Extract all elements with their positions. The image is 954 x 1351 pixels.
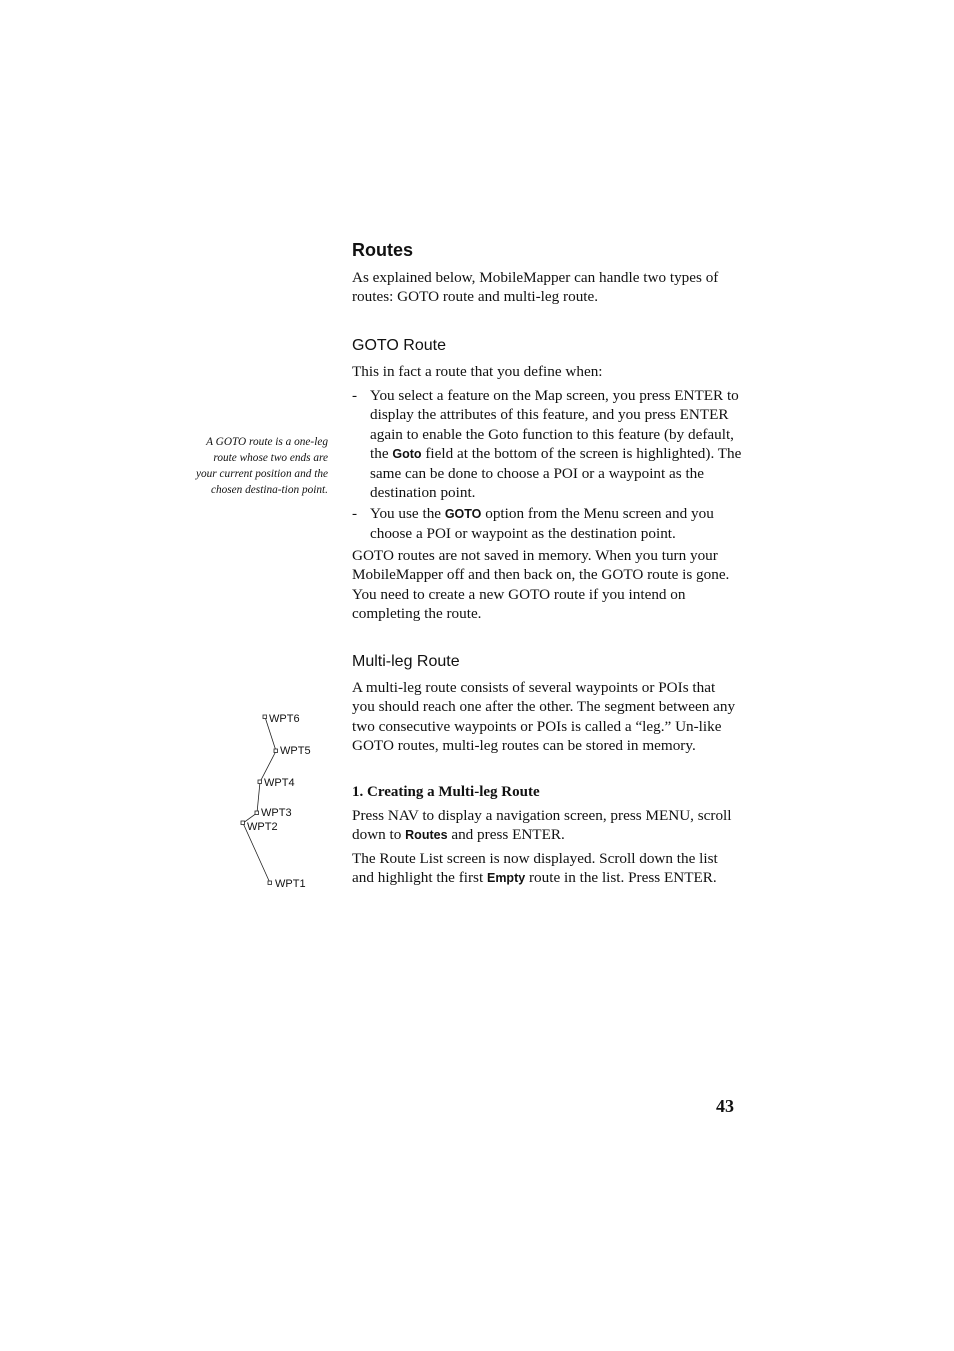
bullet-dash: -: [352, 387, 358, 404]
waypoint-marker: [255, 811, 259, 815]
section-heading: Routes: [352, 240, 414, 260]
ui-route-empty: Empty: [486, 871, 526, 886]
step-title: 1. Creating a Multi-leg Route: [352, 784, 540, 800]
bullet-text: option from the Menu screen and you choose a POI or waypoint as the destination point.: [370, 505, 714, 543]
waypoint-label-wpt1: WPT1: [275, 878, 306, 890]
waypoint-marker: [263, 715, 267, 719]
goto-bullet-1: [352, 386, 754, 503]
intro-paragraph: As explained below, MobileMapper can handle two types of routes: GOTO route and multi-leg route.: [352, 269, 719, 306]
waypoint-label-wpt2: WPT2: [247, 821, 278, 833]
goto-lead: This in fact a route that you define when:: [352, 363, 603, 380]
goto-closing: GOTO routes are not saved in memory. When you turn your MobileMapper off and then back on, the GOTO route is gone. You need to create a new GOTO route if you intend on completing the route.: [352, 547, 730, 622]
waypoint-label-wpt4: WPT4: [264, 777, 295, 789]
goto-heading: GOTO Route: [352, 337, 446, 354]
ui-field-goto: Goto: [392, 446, 422, 461]
step-text: Press NAV to display a navigation screen, press MENU, scroll down to: [352, 807, 732, 844]
waypoint-marker: [274, 749, 278, 753]
ui-menu-routes: Routes: [405, 828, 448, 843]
step-paragraph-2: [352, 849, 740, 889]
bullet-text: You use the: [370, 505, 445, 522]
waypoint-marker: [241, 821, 245, 825]
step-paragraph-1: [352, 806, 740, 846]
side-note: A GOTO route is a one-leg route whose two ends are your current position and the chosen destina-tion point.: [196, 436, 328, 496]
step-text: route in the list. Press ENTER.: [525, 869, 717, 887]
bullet-dash: -: [352, 505, 358, 522]
waypoint-label-wpt5: WPT5: [280, 745, 311, 757]
bullet-text: field at the bottom of the screen is highlighted). The same can be done to choose a POI or a waypoint as the destination point.: [370, 444, 742, 502]
bullet-text: You select a feature on the Map screen, you press ENTER to display the attributes of this feature, and you press ENTER again to enable the Goto function to this feature (by default, the: [370, 387, 739, 462]
step-text: The Route List screen is now displayed. Scroll down the list and highlight the first: [352, 850, 718, 887]
step-text: and press ENTER.: [447, 826, 565, 844]
ui-option-goto: GOTO: [444, 507, 482, 521]
multileg-heading: Multi-leg Route: [352, 653, 460, 670]
multileg-paragraph: A multi-leg route consists of several waypoints or POIs that you should reach one after the other. The segment between any two consecutive waypoints or POIs is called a “leg.” Un-like GOTO routes, multi-leg routes can be stored in memory.: [352, 679, 736, 754]
goto-bullet-2: [352, 504, 754, 544]
waypoint-marker: [268, 881, 272, 885]
route-diagram: [230, 700, 330, 900]
waypoint-label-wpt3: WPT3: [261, 807, 292, 819]
route-line: [243, 717, 276, 883]
waypoint-label-wpt6: WPT6: [269, 713, 300, 725]
waypoint-marker: [258, 780, 262, 784]
page-number: 43: [716, 1096, 734, 1116]
